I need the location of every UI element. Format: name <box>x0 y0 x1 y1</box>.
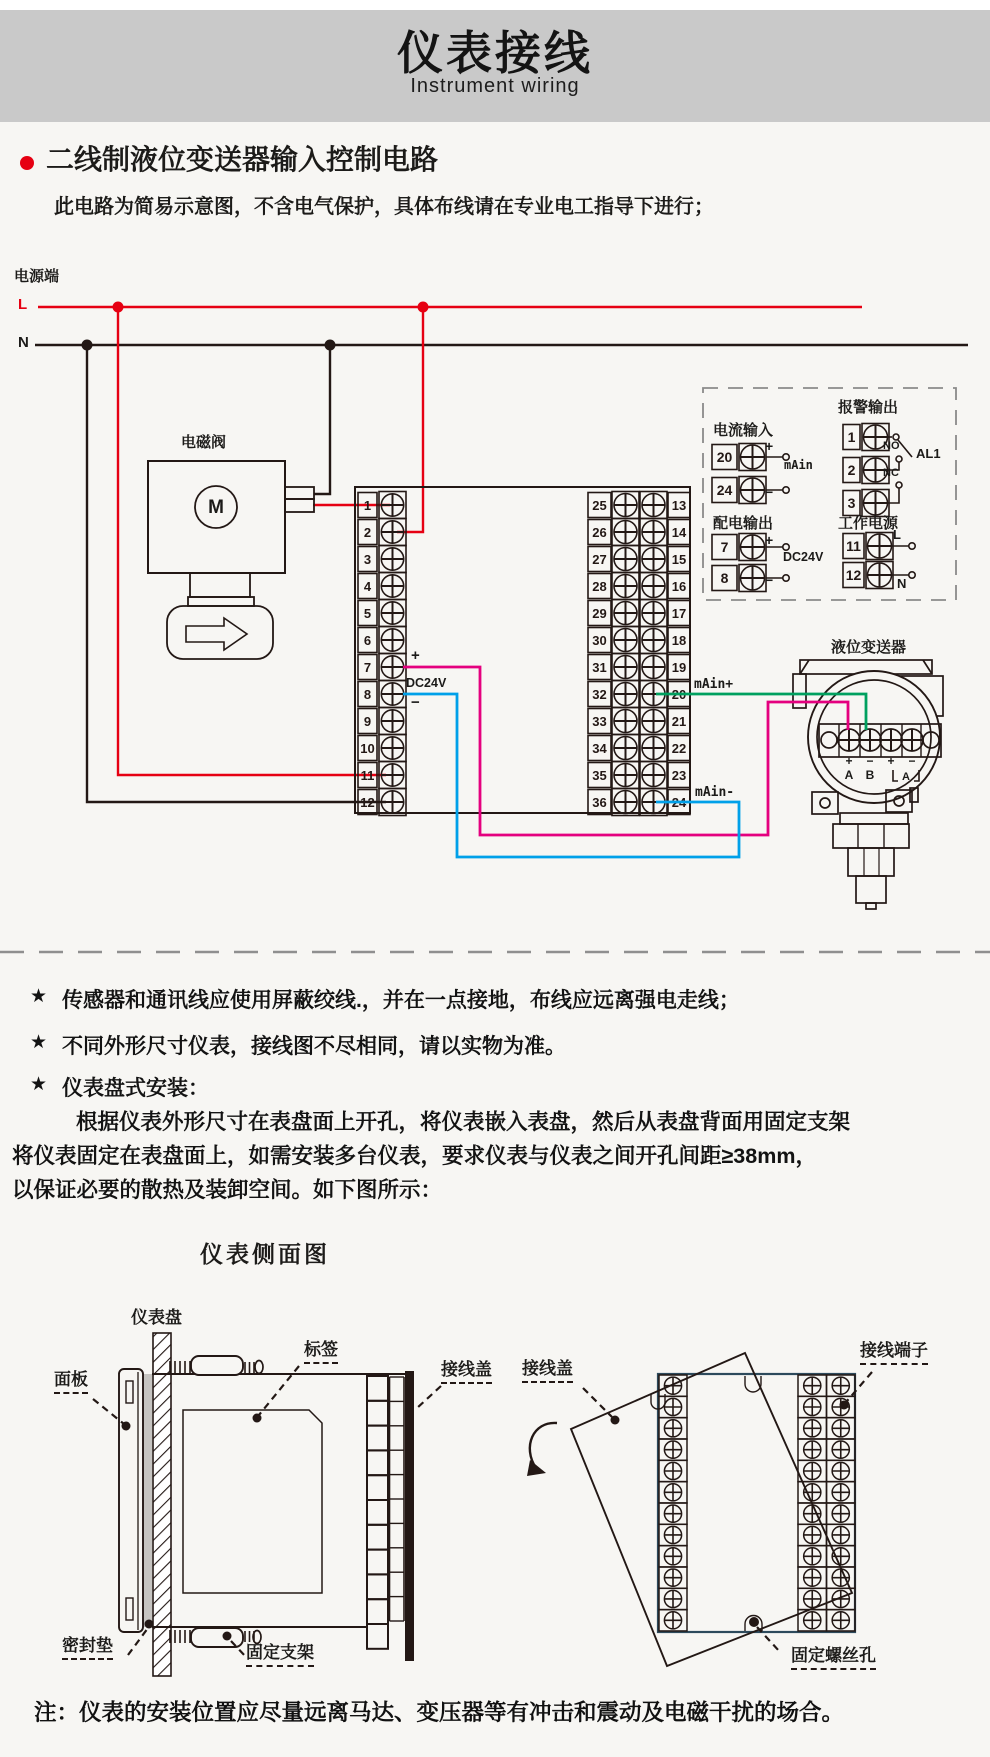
bracket-label: 固定支架 <box>246 1643 314 1667</box>
svg-text:25: 25 <box>592 497 607 513</box>
svg-text:12: 12 <box>360 794 375 810</box>
install-para-line3: 以保证必要的散热及装卸空间。如下图所示： <box>12 1178 443 1202</box>
svg-text:18: 18 <box>671 632 687 648</box>
line-l-label: L <box>18 296 28 313</box>
svg-text:17: 17 <box>671 605 687 621</box>
svg-text:3: 3 <box>847 494 856 511</box>
svg-text:11: 11 <box>846 537 861 554</box>
back-view-art <box>527 1353 872 1666</box>
tag-label: 标签 <box>304 1340 338 1364</box>
svg-text:20: 20 <box>671 686 687 702</box>
current-main-label: mAin <box>784 458 813 472</box>
note-text: 不同外形尺寸仪表，接线图不尽相同，请以实物为准。 <box>62 1035 567 1058</box>
star-icon: ★ <box>30 1074 48 1095</box>
transmitter-sign-1: + <box>845 754 853 768</box>
svg-text:23: 23 <box>671 767 687 783</box>
svg-text:8: 8 <box>720 569 729 586</box>
svg-text:19: 19 <box>671 659 687 675</box>
note-item-2 <box>30 1030 566 1060</box>
star-icon: ★ <box>30 1032 48 1053</box>
front-panel-label: 面板 <box>54 1370 88 1394</box>
svg-text:9: 9 <box>363 713 372 729</box>
svg-text:35: 35 <box>592 767 607 783</box>
wiring-cover-label-back: 接线盖 <box>522 1359 573 1383</box>
current-minus: − <box>765 484 774 500</box>
terminal-block-label: 接线端子 <box>860 1341 928 1365</box>
side-view-art <box>93 1333 441 1676</box>
note-text: 仪表盘式安装： <box>62 1077 210 1100</box>
motor-label: M <box>208 497 224 519</box>
dist-plus: + <box>765 532 774 548</box>
svg-text:16: 16 <box>671 578 687 594</box>
current-input-title: 电流输入 <box>713 422 774 439</box>
svg-text:3: 3 <box>363 551 372 567</box>
svg-text:8: 8 <box>363 686 372 702</box>
svg-text:27: 27 <box>592 551 607 567</box>
page-subtitle: Instrument wiring <box>410 74 580 97</box>
dist-minus: − <box>765 572 774 588</box>
star-icon: ★ <box>30 986 48 1007</box>
dc24v-minus-label: − <box>411 694 420 711</box>
svg-text:34: 34 <box>592 740 607 756</box>
svg-text:7: 7 <box>363 659 372 675</box>
transmitter-title: 液位变送器 <box>831 639 907 656</box>
transmitter-la-label: A <box>902 771 910 783</box>
svg-text:31: 31 <box>592 659 607 675</box>
work-l-label: L <box>893 527 901 542</box>
dc24v-plus-label: + <box>411 647 420 664</box>
svg-text:30: 30 <box>592 632 607 648</box>
svg-text:15: 15 <box>671 551 687 567</box>
current-plus: + <box>765 438 774 454</box>
svg-text:26: 26 <box>592 524 607 540</box>
transmitter-sign-2: − <box>866 754 874 768</box>
power-terminal-label: 电源端 <box>14 268 60 285</box>
header-banner <box>0 10 990 122</box>
dc24v-label: DC24V <box>406 676 447 690</box>
svg-text:12: 12 <box>845 566 862 583</box>
svg-text:1: 1 <box>847 428 856 445</box>
alarm-output-title: 报警输出 <box>838 399 899 416</box>
line-n-label: N <box>18 334 29 351</box>
svg-text:22: 22 <box>671 740 687 756</box>
svg-text:36: 36 <box>592 794 607 810</box>
section-desc: 此电路为简易示意图，不含电气保护，具体布线请在专业电工指导下进行； <box>54 196 714 218</box>
alarm-al1-label: AL1 <box>916 446 941 461</box>
svg-text:5: 5 <box>363 605 372 621</box>
main-minus-label: mAin- <box>695 785 735 800</box>
alarm-no-label: NO <box>883 440 900 452</box>
main-plus-label: mAin+ <box>694 677 734 692</box>
svg-text:32: 32 <box>592 686 607 702</box>
svg-text:2: 2 <box>363 524 372 540</box>
work-n-label: N <box>897 576 907 591</box>
install-para-line1: 根据仪表外形尺寸在表盘面上开孔，将仪表嵌入表盘，然后从表盘背面用固定支架 <box>76 1110 851 1134</box>
svg-text:24: 24 <box>716 481 733 498</box>
svg-text:7: 7 <box>720 538 729 555</box>
page-title: 仪表接线 <box>397 27 593 79</box>
footer-note: 注：仪表的安装位置应尽量远离马达、变压器等有冲击和震动及电磁干扰的场合。 <box>34 1700 845 1725</box>
svg-text:28: 28 <box>592 578 607 594</box>
svg-text:11: 11 <box>360 767 375 783</box>
solenoid-valve-drawing <box>148 461 314 659</box>
svg-text:29: 29 <box>592 605 607 621</box>
install-para-line2: 将仪表固定在表盘面上，如需安装多台仪表，要求仪表与仪表之间开孔间距≥38mm， <box>12 1144 817 1168</box>
section-bullet-icon <box>20 156 34 170</box>
svg-text:4: 4 <box>363 578 372 594</box>
svg-text:33: 33 <box>592 713 607 729</box>
transmitter-sign-4: − <box>908 754 916 768</box>
svg-text:24: 24 <box>671 794 687 810</box>
note-text: 传感器和通讯线应使用屏蔽绞线.，并在一点接地，布线应远离强电走线； <box>62 989 740 1012</box>
screw-hole-label: 固定螺丝孔 <box>791 1646 876 1670</box>
section-title: 二线制液位变送器输入控制电路 <box>46 144 439 175</box>
transmitter-b-label: B <box>865 768 875 782</box>
note-item-3 <box>30 1072 209 1102</box>
work-power-title: 工作电源 <box>838 515 899 532</box>
svg-text:2: 2 <box>847 461 856 478</box>
wiring-cover-label-side: 接线盖 <box>441 1360 492 1384</box>
solenoid-label: 电磁阀 <box>181 434 227 451</box>
side-view-title: 仪表侧面图 <box>200 1242 330 1267</box>
dist-output-title: 配电输出 <box>713 515 774 532</box>
svg-text:14: 14 <box>671 524 687 540</box>
transmitter-drawing <box>793 660 943 909</box>
note-item-1 <box>30 984 740 1014</box>
svg-text:1: 1 <box>363 497 372 513</box>
svg-text:10: 10 <box>360 740 375 756</box>
top-strip <box>0 0 990 10</box>
svg-text:6: 6 <box>363 632 372 648</box>
alarm-nc-label: NC <box>883 467 899 479</box>
dist-dc24v-label: DC24V <box>783 550 824 564</box>
svg-text:13: 13 <box>671 497 687 513</box>
gasket-label: 密封垫 <box>62 1636 113 1660</box>
transmitter-sign-3: + <box>887 754 895 768</box>
svg-text:20: 20 <box>716 448 733 465</box>
svg-text:21: 21 <box>671 713 687 729</box>
panel-board-label: 仪表盘 <box>131 1308 182 1327</box>
transmitter-a-label: A <box>844 768 854 782</box>
